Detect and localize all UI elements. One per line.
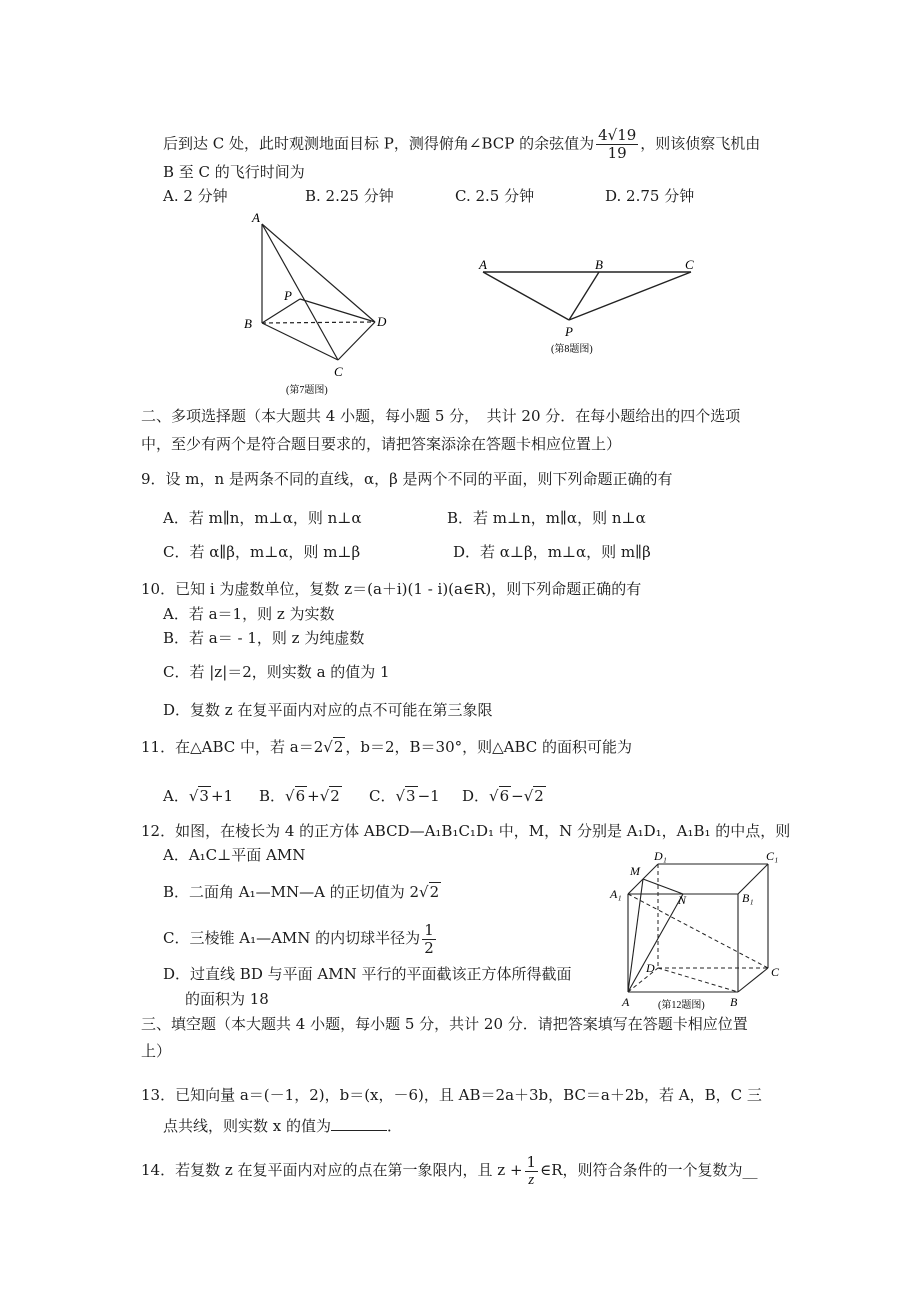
q10-stem: 10．已知 i 为虚数单位，复数 z＝(a＋i)(1 - i)(a∈R)，则下列命题正确的有 <box>141 580 642 598</box>
fig7-label-b: B <box>244 316 252 331</box>
q11-stem-b: ，b＝2，B＝30°，则△ABC 的面积可能为 <box>345 738 633 756</box>
figure-12 <box>608 846 788 1014</box>
q11-option-d-radical-1: 6 <box>499 787 510 805</box>
fig8-caption: (第8题图) <box>551 344 593 355</box>
q11-option-a: A．√3 +1 <box>163 787 234 805</box>
fig12-label-n: N <box>678 893 687 907</box>
q14-text-a: 14．若复数 z 在复平面内对应的点在第一象限内，且 z + <box>141 1161 523 1179</box>
q14-frac-num: 1 <box>526 1152 537 1171</box>
q9-option-a: A．若 m∥n，m⊥α，则 n⊥α <box>163 509 362 527</box>
q11-option-b-radical-1: 6 <box>295 787 306 805</box>
figure-8 <box>475 252 705 360</box>
q8-option-d: D. 2.75 分钟 <box>605 187 695 205</box>
q8-option-b: B. 2.25 分钟 <box>305 187 394 205</box>
q8-fraction <box>596 127 638 162</box>
q13-line2-text: 点共线，则实数 x 的值为 <box>163 1117 331 1135</box>
q9-option-b: B．若 m⊥n，m∥α，则 n⊥α <box>447 509 646 527</box>
q11-option-b-op: + <box>307 787 320 805</box>
fig8-label-a: A <box>479 257 487 272</box>
q13-line1: 13．已知向量 a＝(－1，2)，b＝(x，－6)，且 AB＝2a＋3b，BC＝a＋2b，若 A，B，C 三 <box>141 1086 762 1104</box>
q10-option-b: B．若 a＝ - 1，则 z 为纯虚数 <box>163 629 365 647</box>
q8-line2: B 至 C 的飞行时间为 <box>163 163 305 181</box>
q14-frac-den: z <box>528 1171 535 1188</box>
fig12-label-b: B <box>730 995 738 1009</box>
q11-option-d-op: − <box>511 787 524 805</box>
section2-line1: 二、多项选择题（本大题共 4 小题，每小题 5 分， 共计 20 分．在每小题给出的四个选项 <box>141 407 741 425</box>
q11-option-d: D．√6 −√2 <box>462 787 544 805</box>
q11-option-b-label: B． <box>259 787 286 805</box>
q8-line1 <box>163 127 760 162</box>
fig7-caption: (第7题图) <box>286 385 328 396</box>
q11-stem-a: 11．在△ABC 中，若 a＝2 <box>141 738 324 756</box>
fig12-label-m: M <box>630 864 640 878</box>
q9-option-d: D．若 α⊥β，m⊥α，则 m∥β <box>453 543 651 561</box>
q11-option-d-label: D． <box>462 787 490 805</box>
q11-option-c-label: C． <box>369 787 396 805</box>
q8-option-a: A. 2 分钟 <box>163 187 228 205</box>
fig12-label-d: D <box>646 961 655 975</box>
q13-answer-blank[interactable] <box>331 1116 387 1131</box>
fig7-label-d: D <box>377 314 387 329</box>
q11-stem: 11．在△ABC 中，若 a＝2√2 ，b＝2，B＝30°，则△ABC 的面积可能为 <box>141 738 633 756</box>
q11-stem-radical: 2 <box>333 738 344 756</box>
q13-line2: 点共线，则实数 x 的值为 ． <box>163 1117 403 1135</box>
q12-option-d-line2: 的面积为 18 <box>185 990 269 1008</box>
fig7-label-c: C <box>334 364 343 379</box>
q12-option-d-line1: D．过直线 BD 与平面 AMN 平行的平面截该正方体所得截面 <box>163 965 572 983</box>
fig8-label-p: P <box>565 324 573 339</box>
q8-line1-b: ，则该侦察飞机由 <box>640 134 761 153</box>
q11-option-b-radical-2: 2 <box>330 787 340 805</box>
q12-option-c-frac-num: 1 <box>424 920 434 939</box>
fig12-label-a: A <box>622 995 630 1009</box>
q8-line1-a: 后到达 C 处，此时观测地面目标 P，测得俯角∠BCP 的余弦值为 <box>163 134 595 153</box>
q12-stem: 12．如图，在棱长为 4 的正方体 ABCD—A₁B₁C₁D₁ 中，M，N 分别是 A₁D₁，A₁B₁ 的中点，则 <box>141 822 791 840</box>
q12-option-b-text: B．二面角 A₁—MN—A 的正切值为 2 <box>163 883 420 901</box>
q12-option-c-fraction <box>422 922 436 957</box>
fig7-label-a: A <box>252 210 260 225</box>
section3-line2: 上） <box>141 1042 172 1060</box>
q11-option-c-radical: 3 <box>406 787 416 805</box>
q10-option-d: D．复数 z 在复平面内对应的点不可能在第三象限 <box>163 701 493 719</box>
figure-7 <box>240 210 400 402</box>
fig12-label-b1: B₁ <box>742 891 754 905</box>
q12-option-b: B．二面角 A₁—MN—A 的正切值为 2√2 <box>163 883 440 901</box>
fig12-caption: (第12题图) <box>658 1000 705 1011</box>
q12-option-c-text: C．三棱锥 A₁—AMN 的内切球半径为 <box>163 929 421 947</box>
q14-line <box>141 1150 758 1190</box>
fig7-label-p: P <box>284 288 292 303</box>
fig8-label-c: C <box>685 257 694 272</box>
q9-option-c: C．若 α∥β，m⊥α，则 m⊥β <box>163 543 361 561</box>
fig12-label-c1: C₁ <box>766 849 779 863</box>
q12-option-c <box>163 918 438 958</box>
q12-option-c-frac-den: 2 <box>424 938 434 957</box>
q12-option-b-radical: 2 <box>429 883 440 901</box>
q11-option-c: C．√3 −1 <box>369 787 440 805</box>
fig8-label-b: B <box>595 257 603 272</box>
q8-frac-num: 4√19 <box>598 126 637 144</box>
section3-line1: 三、填空题（本大题共 4 小题，每小题 5 分，共计 20 分．请把答案填写在答题卡相应位置 <box>141 1015 748 1033</box>
q11-option-a-label: A． <box>163 787 189 805</box>
q8-option-c: C. 2.5 分钟 <box>455 187 535 205</box>
fig12-label-c: C <box>771 965 780 979</box>
q11-option-a-tail: +1 <box>210 787 234 805</box>
q9-stem: 9．设 m，n 是两条不同的直线，α，β 是两个不同的平面，则下列命题正确的有 <box>141 470 673 488</box>
q14-text-b: ∈R，则符合条件的一个复数为__ <box>540 1161 758 1179</box>
q11-option-c-tail: −1 <box>417 787 440 805</box>
q11-option-b: B．√6 +√2 <box>259 787 340 805</box>
q12-option-a: A．A₁C⊥平面 AMN <box>163 846 306 864</box>
fig12-label-d1: D₁ <box>654 849 667 863</box>
q14-fraction <box>525 1154 539 1189</box>
section2-line2: 中，至少有两个是符合题目要求的，请把答案添涂在答题卡相应位置上） <box>141 435 622 453</box>
fig12-label-a1: A₁ <box>610 887 622 901</box>
q10-option-a: A．若 a＝1，则 z 为实数 <box>163 605 335 623</box>
q8-frac-den: 19 <box>607 144 627 162</box>
q11-option-d-radical-2: 2 <box>534 787 544 805</box>
q10-option-c: C．若 |z|＝2，则实数 a 的值为 1 <box>163 663 390 681</box>
q11-option-a-radical: 3 <box>199 787 209 805</box>
